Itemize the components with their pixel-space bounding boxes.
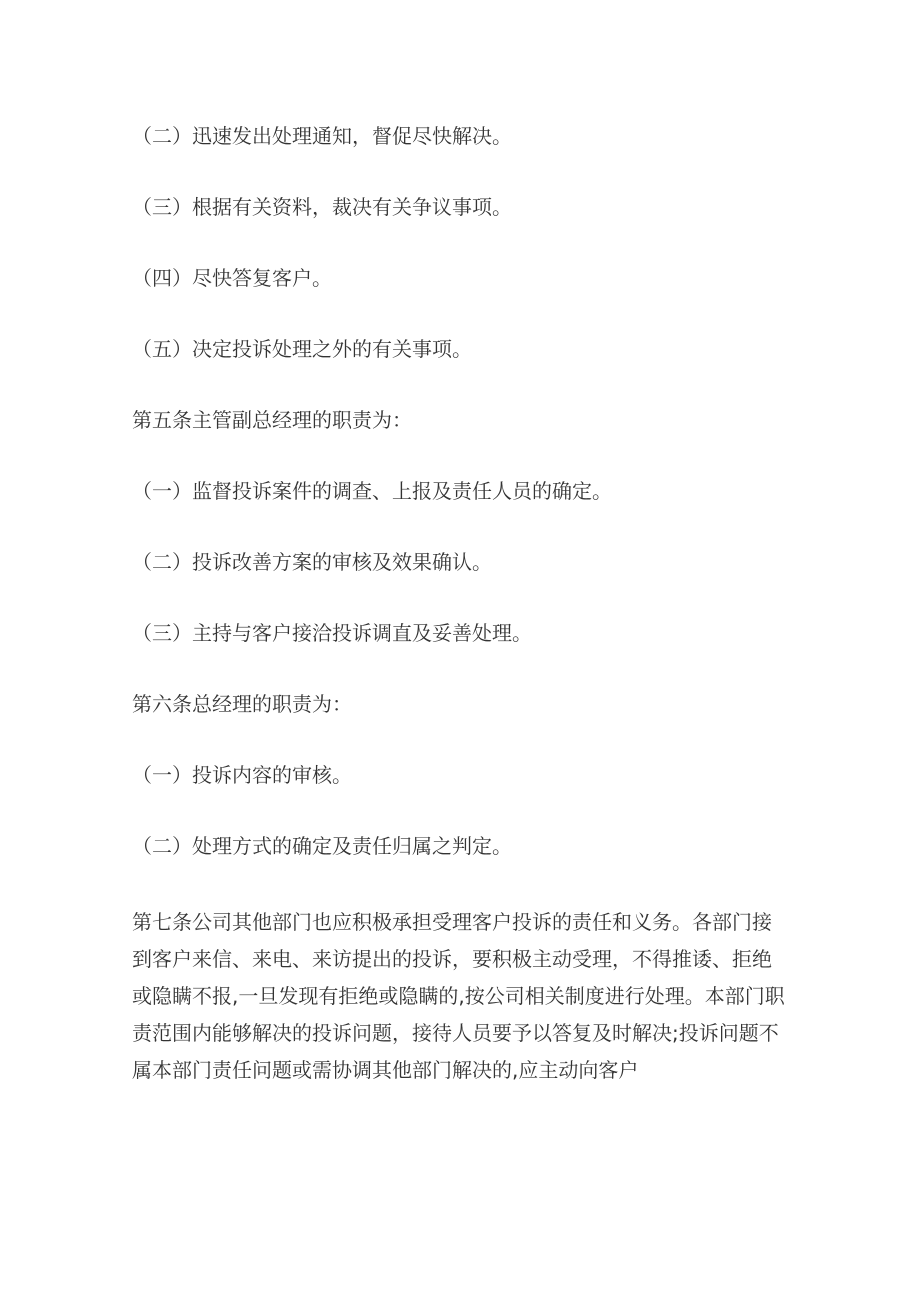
paragraph-article-7 — [132, 904, 792, 1089]
paragraph-line: 属本部门责任问题或需协调其他部门解决的,应主动向客户 — [132, 1058, 639, 1082]
text-line: （一）监督投诉案件的调查、上报及责任人员的确定。 — [132, 479, 612, 503]
section-heading: 第五条主管副总经理的职责为： — [132, 408, 412, 432]
text-line: （三）根据有关资料，裁决有关争议事项。 — [132, 195, 512, 219]
text-line: （四）尽快答复客户。 — [132, 266, 332, 290]
paragraph-line: 责范围内能够解决的投诉问题，接待人员要予以答复及时解决;投诉问题不 — [132, 1021, 779, 1045]
paragraph-line: 到客户来信、来电、来访提出的投诉，要积极主动受理，不得推诿、拒绝 — [132, 947, 772, 971]
paragraph-line: 第七条公司其他部门也应积极承担受理客户投诉的责任和义务。各部门接 — [132, 910, 772, 934]
paragraph-line: 或隐瞒不报,一旦发现有拒绝或隐瞒的,按公司相关制度进行处理。本部门职 — [132, 984, 785, 1008]
section-heading: 第六条总经理的职责为： — [132, 692, 352, 716]
text-line: （一）投诉内容的审核。 — [132, 763, 352, 787]
text-line: （三）主持与客户接洽投诉调直及妥善处理。 — [132, 621, 532, 645]
text-line: （二）处理方式的确定及责任归属之判定。 — [132, 834, 512, 858]
text-line: （二）投诉改善方案的审核及效果确认。 — [132, 550, 492, 574]
text-line: （五）决定投诉处理之外的有关事项。 — [132, 337, 472, 361]
text-line: （二）迅速发出处理通知，督促尽快解决。 — [132, 124, 512, 148]
